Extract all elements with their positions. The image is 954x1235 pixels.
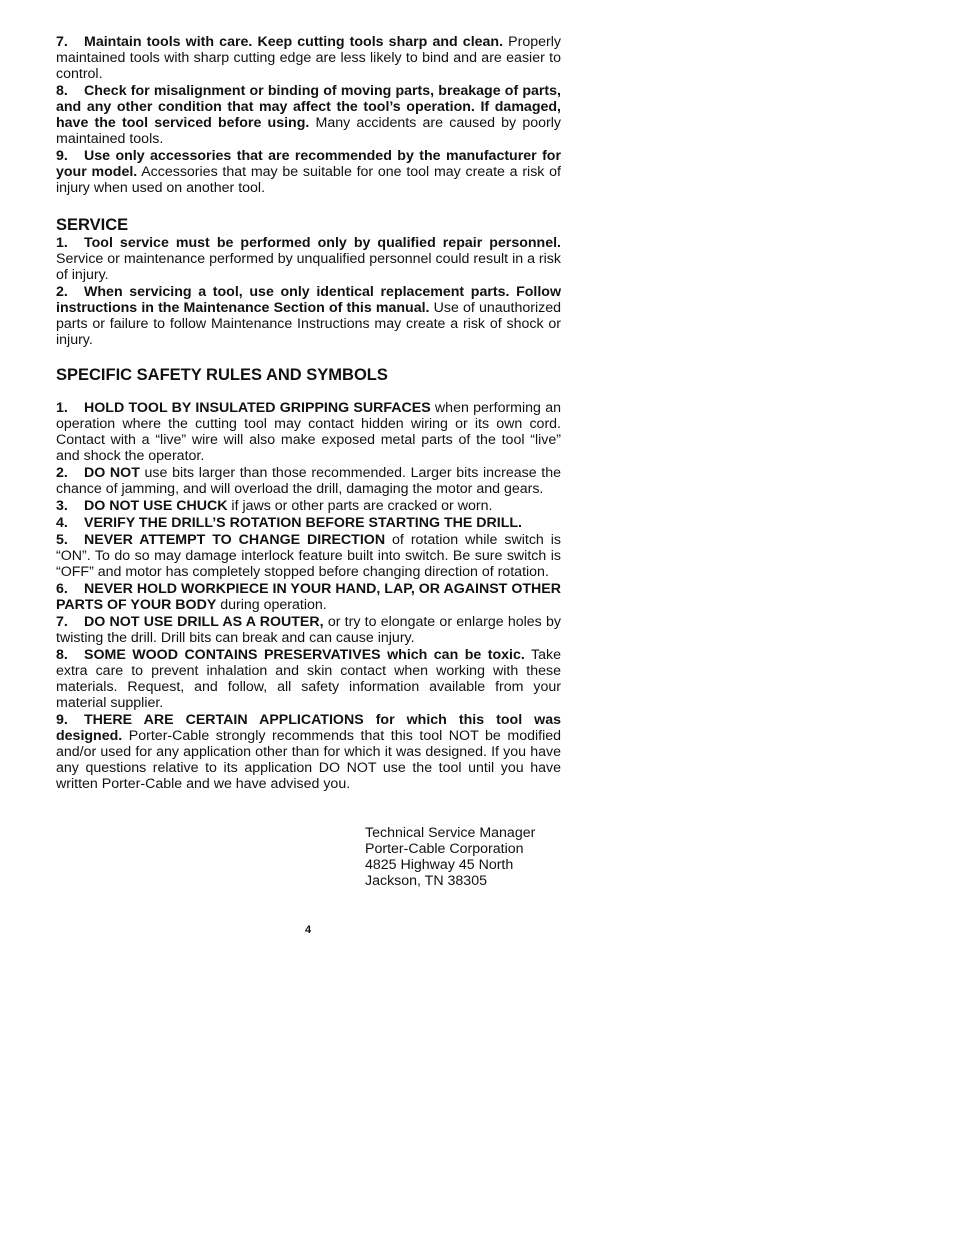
address-line-company: Porter-Cable Corporation [365,841,524,857]
service-heading: SERVICE [56,216,129,234]
item-text: Accessories that may be suitable for one tool may create a risk of injury when used on another tool. [56,164,561,196]
item-emphasis: Use only accessories that are recommended by the manufacturer for your model. [56,148,561,180]
document-body [56,34,561,793]
safety-rule-8 [56,647,561,711]
item-number: 2. [56,465,68,481]
item-number: 8. [56,83,68,99]
item-number: 4. [56,515,68,531]
item-emphasis: DO NOT USE DRILL AS A ROUTER, [84,614,324,630]
item-text: of rotation while switch is “ON”. To do so may damage interlock feature built into switch. Be sure switch is “OFF” and motor has completely stopped before changing direction of rotation. [56,532,562,580]
item-emphasis: DO NOT USE CHUCK [84,498,228,514]
safety-rule-5 [56,532,561,580]
specific-safety-section [56,365,561,792]
item-emphasis: Tool service must be performed only by qualified repair personnel. [84,235,561,251]
maintenance-item-8 [56,83,561,147]
safety-rule-6 [56,581,561,613]
item-number: 6. [56,581,68,597]
item-number: 7. [56,614,68,630]
item-emphasis: DO NOT [84,465,140,481]
item-emphasis: THERE ARE CERTAIN APPLICATIONS for which this tool was designed. [56,712,561,744]
item-emphasis: SOME WOOD CONTAINS PRESERVATIVES which can be toxic. [84,647,525,663]
item-text: Many accidents are caused by poorly maintained tools. [56,115,561,147]
item-emphasis: NEVER ATTEMPT TO CHANGE DIRECTION [84,532,386,548]
item-number: 1. [56,235,68,251]
contact-address [365,825,535,889]
address-line-city: Jackson, TN 38305 [365,873,487,889]
safety-rule-1 [56,400,561,464]
safety-rule-7 [56,614,561,646]
item-number: 5. [56,532,68,548]
page-number: 4 [305,924,312,936]
item-text: Take extra care to prevent inhalation and skin contact when working with these materials. Request, and follow, all safety information available from your material supplier. [56,647,561,711]
service-item-2 [56,284,561,348]
maintenance-section [56,34,561,196]
item-emphasis: Check for misalignment or binding of moving parts, breakage of parts, and any other condition that may affect the tool’s operation. If damaged, have the tool serviced before using. [56,83,561,131]
maintenance-item-9 [56,148,561,196]
service-section [56,215,561,348]
item-emphasis: When servicing a tool, use only identical replacement parts. Follow instructions in the Maintenance Section of this manual. [56,284,561,316]
specific-safety-heading: SPECIFIC SAFETY RULES AND SYMBOLS [56,366,388,384]
item-emphasis: NEVER HOLD WORKPIECE IN YOUR HAND, LAP, OR AGAINST OTHER PARTS OF YOUR BODY [56,581,561,613]
item-text: or try to elongate or enlarge holes by twisting the drill. Drill bits can break and can cause injury. [56,614,561,646]
service-item-1 [56,235,561,283]
item-number: 7. [56,34,68,50]
address-line-street: 4825 Highway 45 North [365,857,514,873]
address-line-title: Technical Service Manager [365,825,536,841]
item-text: if jaws or other parts are cracked or worn. [227,498,493,514]
item-text: Properly maintained tools with sharp cutting edge are less likely to bind and are easier to control. [56,34,561,82]
item-emphasis: HOLD TOOL BY INSULATED GRIPPING SURFACES [84,400,431,416]
item-text: when performing an operation where the cutting tool may contact hidden wiring or its own cord. Contact with a “live” wire will also make exposed metal parts of the tool “live” and shock the operator. [56,400,561,464]
item-text: Service or maintenance performed by unqualified personnel could result in a risk of injury. [56,251,561,283]
safety-rule-4 [56,515,561,531]
item-text: use bits larger than those recommended. Larger bits increase the chance of jamming, and will overload the drill, damaging the motor and gears. [56,465,562,497]
item-number: 9. [56,712,68,728]
safety-rule-9 [56,712,561,792]
item-number: 2. [56,284,68,300]
item-text: Porter-Cable strongly recommends that this tool NOT be modified and/or used for any application other than for which it was designed. If you have any questions relative to its application DO NOT use the tool until you have written Porter-Cable and we have advised you. [56,728,561,792]
item-number: 3. [56,498,68,514]
safety-rule-2 [56,465,561,497]
maintenance-item-7 [56,34,561,82]
item-emphasis: Maintain tools with care. Keep cutting tools sharp and clean. [84,34,504,50]
item-number: 9. [56,148,68,164]
item-number: 8. [56,647,68,663]
item-number: 1. [56,400,68,416]
item-text: Use of unauthorized parts or failure to follow Maintenance Instructions may create a risk of shock or injury. [56,300,561,348]
safety-rule-3 [56,498,561,514]
item-emphasis: VERIFY THE DRILL’S ROTATION BEFORE STARTING THE DRILL. [84,515,522,531]
item-text: during operation. [216,597,327,613]
